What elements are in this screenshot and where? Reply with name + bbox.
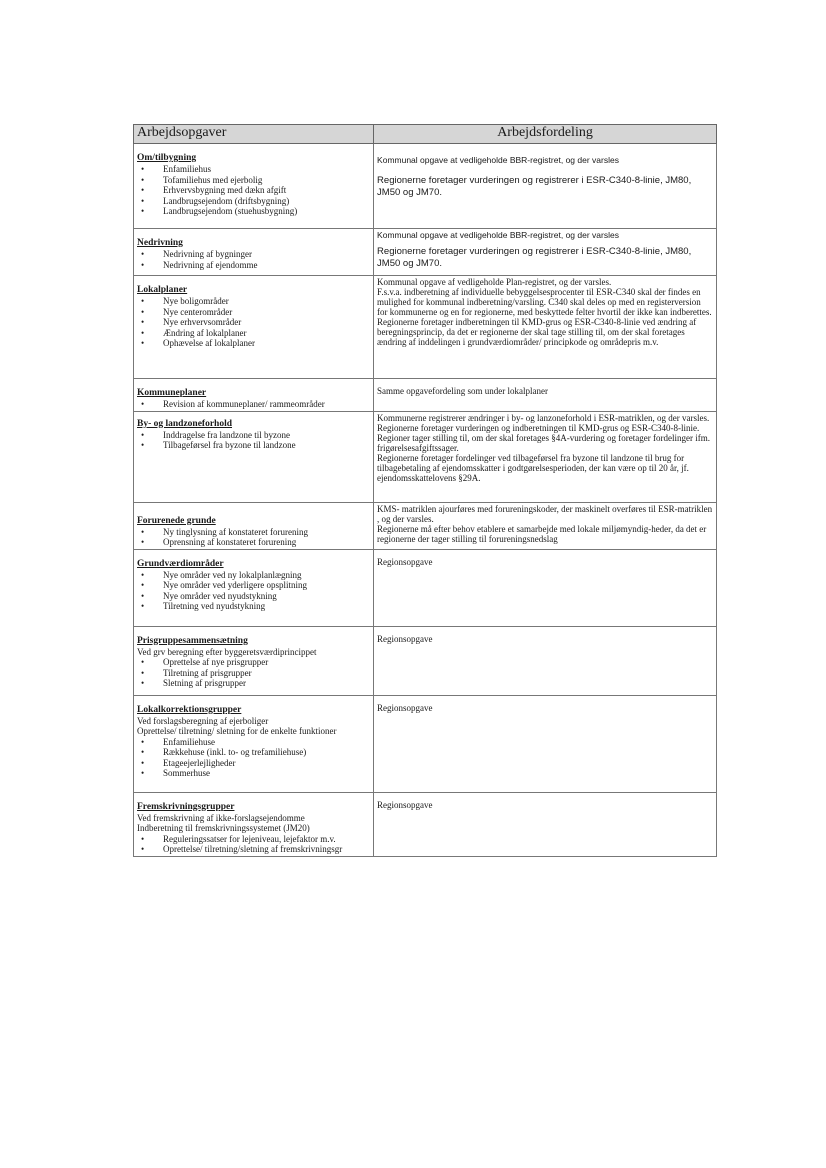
list-item: • Ophævelse af lokalplaner	[137, 338, 370, 349]
allocation-text: Regionerne foretager indberetningen til KMD-grus og ESR-C340-8-linie ved ændring af beregningsprincip, da det er regionerne der skal tage stilling til, om der skal foretages ændring af inddelingen i grundværdiområder/ principkode og områdepris m.v.	[377, 317, 697, 347]
allocation-text: Kommunal opgave af vedligeholde Plan-registret, og der varsles.	[377, 277, 612, 287]
allocation-cell	[374, 549, 717, 626]
allocation-text: KMS- matriklen ajourføres med forureningskoder, der maskinelt overføres til ESR-matriklen , og der varsles.	[377, 503, 713, 524]
allocation-cell	[374, 144, 717, 229]
section-title: Fremskrivningsgrupper	[137, 801, 235, 812]
list-item: • Nye boligområder	[137, 296, 370, 307]
list-item: • Ændring af lokalplaner	[137, 328, 370, 339]
bullet-list	[137, 834, 370, 855]
table-row	[134, 411, 717, 502]
allocation-text: Kommunal opgave at vedligeholde BBR-registret, og der varsles	[377, 155, 619, 165]
allocation-text: Regionerne foretager fordelinger ved tilbageførsel fra byzone til landzone til brug for tilbagebetaling af ejendomsskatter i godtgørelsesperioden, der kan være op til 20 år, jf. ejendomsskattelovens §29A.	[377, 452, 689, 483]
allocation-cell	[374, 502, 717, 549]
list-item: • Tofamiliehus med ejerbolig	[137, 175, 370, 186]
list-item: • Etageejerlejligheder	[137, 758, 370, 769]
allocation-text: Regionerne foretager vurderingen og indberetningen til KMD-grus og ESR-C340-8-linie. Regioner tager stilling til, om der skal foretages §4A-vurdering og foretager fordelinger ifm. frigørelsesafgiftssager.	[377, 422, 710, 453]
list-item: • Nye områder ved ny lokalplanlægning	[137, 570, 370, 581]
lead-text: Ved forslagsberegning af ejerboliger	[137, 715, 269, 726]
list-item: • Reguleringssatser for lejeniveau, lejefaktor m.v.	[137, 834, 370, 845]
allocation-cell	[374, 229, 717, 276]
task-cell	[134, 695, 374, 792]
list-item: • Sletning af prisgrupper	[137, 678, 370, 689]
table-row	[134, 276, 717, 379]
list-item: • Oprettelse/ tilretning/sletning af fremskrivningsgr	[137, 844, 370, 855]
allocation-text: Regionsopgave	[377, 556, 433, 567]
list-item: • Enfamiliehus	[137, 164, 370, 175]
allocation-cell	[374, 411, 717, 502]
task-cell	[134, 144, 374, 229]
section-title: Forurenede grunde	[137, 515, 216, 526]
table-row	[134, 695, 717, 792]
list-item: • Inddragelse fra landzone til byzone	[137, 430, 370, 441]
task-cell	[134, 229, 374, 276]
list-item: • Enfamiliehuse	[137, 737, 370, 748]
lead-text: Indberetning til fremskrivningssystemet (JM20)	[137, 823, 310, 833]
allocation-text: Samme opgavefordeling som under lokalplaner	[377, 386, 548, 396]
list-item: • Tilretning ved nyudstykning	[137, 601, 370, 612]
allocation-text: Regionsopgave	[377, 702, 433, 713]
bullet-list	[137, 570, 370, 612]
section-title: Om/tilbygning	[137, 153, 197, 163]
bullet-list	[137, 737, 370, 779]
table-row	[134, 379, 717, 412]
list-item: • Revision af kommuneplaner/ rammeområder	[137, 399, 370, 410]
section-title: Kommuneplaner	[137, 388, 207, 398]
section-title: Grundværdiområder	[137, 558, 224, 569]
list-item: • Nedrivning af bygninger	[137, 249, 370, 260]
task-allocation-table	[133, 124, 717, 857]
list-item: • Nye områder ved nyudstykning	[137, 591, 370, 602]
list-item: • Tilbageførsel fra byzone til landzone	[137, 440, 370, 451]
allocation-cell	[374, 695, 717, 792]
header-tasks: Arbejdsopgaver	[134, 125, 374, 144]
table-row	[134, 549, 717, 626]
allocation-text: F.s.v.a. indberetning af individuelle bebyggelsesprocenter til ESR-C340 skal der findes en mulighed for kommunal indberetning/varsling. C340 skal deles op med en registerversion for kommunerne og en for regionerne, med beskyttede felter hvortil der ikke kan indberettes.	[377, 287, 712, 317]
task-cell	[134, 626, 374, 695]
list-item: • Landbrugsejendom (driftsbygning)	[137, 196, 370, 207]
list-item: • Nye områder ved yderligere opsplitning	[137, 580, 370, 591]
table-row	[134, 144, 717, 229]
task-cell	[134, 276, 374, 379]
allocation-text: Regionsopgave	[377, 799, 433, 810]
list-item: • Nye centerområder	[137, 307, 370, 318]
allocation-cell	[374, 379, 717, 412]
allocation-cell	[374, 626, 717, 695]
task-cell	[134, 792, 374, 856]
lead-text: Ved fremskrivning af ikke-forslagsejendomme	[137, 812, 305, 823]
table-row	[134, 792, 717, 856]
bullet-list	[137, 430, 370, 451]
allocation-text: Regionerne foretager vurderingen og registrerer i ESR-C340-8-linie, JM80, JM50 og JM70.	[377, 175, 692, 198]
allocation-text: Regionsopgave	[377, 633, 433, 644]
list-item: • Tilretning af prisgrupper	[137, 668, 370, 679]
task-cell	[134, 379, 374, 412]
table-row	[134, 502, 717, 549]
allocation-text: Kommunal opgave at vedligeholde BBR-registret, og der varsles	[377, 230, 619, 240]
list-item: • Nye erhvervsområder	[137, 317, 370, 328]
lead-text: Ved grv beregning efter byggeretsværdiprincippet	[137, 646, 317, 657]
allocation-cell	[374, 792, 717, 856]
task-cell	[134, 502, 374, 549]
list-item: • Nedrivning af ejendomme	[137, 260, 370, 271]
section-title: Prisgruppesammensætning	[137, 635, 248, 646]
allocation-text: Regionerne må efter behov etablere et samarbejde med lokale miljømyndig-heder, da det er regionerne der tager stilling til forureningsnedslag	[377, 523, 707, 544]
table-header-row	[134, 125, 717, 144]
allocation-text: Regionerne foretager vurderingen og registrerer i ESR-C340-8-linie, JM80, JM50 og JM70.	[377, 246, 692, 269]
list-item: • Rækkehuse (inkl. to- og trefamiliehuse)	[137, 747, 370, 758]
section-title: Nedrivning	[137, 238, 183, 248]
list-item: • Oprensning af konstateret forurening	[137, 537, 370, 548]
header-allocation: Arbejdsfordeling	[374, 125, 717, 144]
bullet-list	[137, 527, 370, 548]
list-item: • Ny tinglysning af konstateret forurening	[137, 527, 370, 538]
table-row	[134, 626, 717, 695]
task-cell	[134, 549, 374, 626]
list-item: • Erhvervsbygning med dækn afgift	[137, 185, 370, 196]
list-item: • Landbrugsejendom (stuehusbygning)	[137, 206, 370, 217]
section-title: Lokalkorrektionsgrupper	[137, 704, 242, 715]
list-item: • Sommerhuse	[137, 768, 370, 779]
allocation-cell	[374, 276, 717, 379]
bullet-list	[137, 249, 370, 270]
task-cell	[134, 411, 374, 502]
bullet-list	[137, 164, 370, 217]
list-item: • Oprettelse af nye prisgrupper	[137, 657, 370, 668]
bullet-list	[137, 399, 370, 410]
bullet-list	[137, 657, 370, 689]
lead-text: Oprettelse/ tilretning/ sletning for de enkelte funktioner	[137, 726, 337, 736]
section-title: Lokalplaner	[137, 285, 188, 295]
table-row	[134, 229, 717, 276]
section-title: By- og landzoneforhold	[137, 418, 233, 429]
bullet-list	[137, 296, 370, 349]
allocation-text: Kommunerne registrerer ændringer i by- og lanzoneforhold i ESR-matriklen, og der varsles.	[377, 412, 710, 423]
